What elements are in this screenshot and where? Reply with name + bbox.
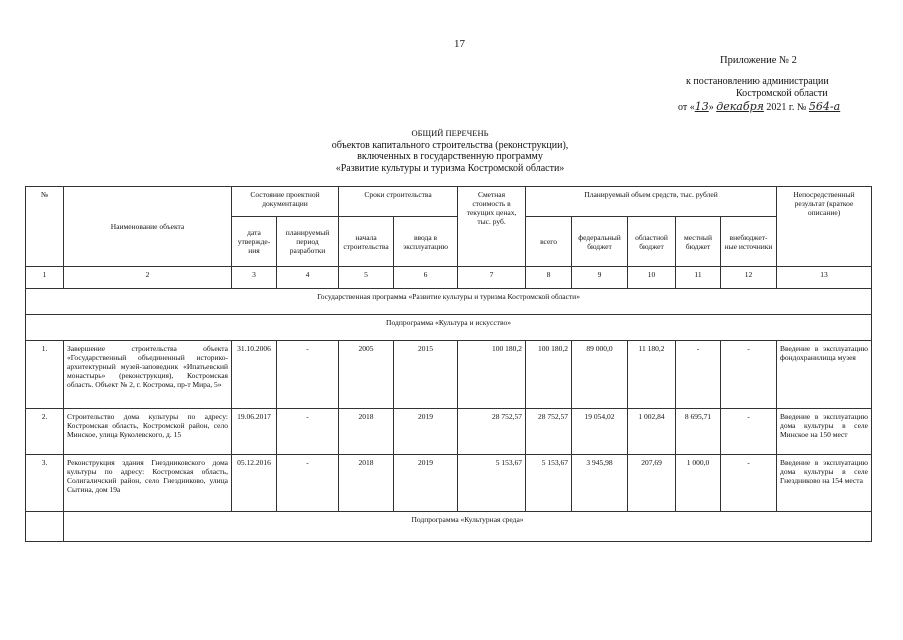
col-number: 3 <box>232 267 277 289</box>
handwritten-number: 564-а <box>808 100 841 113</box>
row-total: 28 752,57 <box>526 409 572 455</box>
row-local: - <box>676 341 721 409</box>
row-extra: - <box>721 341 777 409</box>
col-number: 4 <box>277 267 339 289</box>
title-line-4: «Развитие культуры и туризма Костромской области» <box>335 162 565 174</box>
row-federal: 19 054,02 <box>572 409 628 455</box>
row-start-year: 2018 <box>339 455 394 512</box>
objects-table <box>25 186 872 542</box>
col-number: 5 <box>339 267 394 289</box>
row-local: 1 000,0 <box>676 455 721 512</box>
col-number: 6 <box>394 267 458 289</box>
col-number: 10 <box>628 267 676 289</box>
col-number: 7 <box>458 267 526 289</box>
row-federal: 3 945,98 <box>572 455 628 512</box>
resolution-line-2: Костромской области <box>736 88 828 99</box>
header-docs: Состояние проектной документации <box>232 187 339 217</box>
program-heading: Государственная программа «Развитие культуры и туризма Костромской области» <box>26 289 872 315</box>
title-line-2: объектов капитального строительства (реконструкции), <box>331 139 569 151</box>
header-planned-period: планируемый период разработки <box>277 217 339 267</box>
header-regional: областной бюджет <box>628 217 676 267</box>
row-object-name: Реконструкция здания Гнездниковского дома культуры по адресу: Костромская область, Солигаличский район, село Гнездниково, улица Сытина, дом 19а <box>64 455 232 512</box>
handwritten-day: 13 <box>694 100 709 113</box>
row-result: Введение в эксплуатацию дома культуры в селе Гнездниково на 154 места <box>777 455 872 512</box>
col-number: 9 <box>572 267 628 289</box>
row-no: 2. <box>26 409 64 455</box>
empty-cell <box>26 512 64 542</box>
row-commission-year: 2015 <box>394 341 458 409</box>
header-terms: Сроки строительства <box>339 187 458 217</box>
row-regional: 207,69 <box>628 455 676 512</box>
year-part: 2021 г. № <box>766 102 807 113</box>
row-federal: 89 000,0 <box>572 341 628 409</box>
row-commission-year: 2019 <box>394 409 458 455</box>
table-row <box>26 455 872 512</box>
row-approval-date: 05.12.2016 <box>232 455 277 512</box>
col-number: 8 <box>526 267 572 289</box>
title-line-1: ОБЩИЙ ПЕРЕЧЕНЬ <box>411 128 489 138</box>
col-number: 1 <box>26 267 64 289</box>
header-federal: федеральный бюджет <box>572 217 628 267</box>
title-line-3: включенных в государственную программу <box>357 151 543 162</box>
header-start: начала строительства <box>339 217 394 267</box>
row-planned-period: - <box>277 409 339 455</box>
row-approval-date: 31.10.2006 <box>232 341 277 409</box>
row-planned-period: - <box>277 455 339 512</box>
header-total: всего <box>526 217 572 267</box>
row-object-name: Строительство дома культуры по адресу: Костромская область, Костромской район, село Минское, улица Куколевского, д. 15 <box>64 409 232 455</box>
subprogram-heading-culture-arts: Подпрограмма «Культура и искусство» <box>26 315 872 341</box>
row-object-name: Завершение строительства объекта «Государственный объединенный историко-архитектурный музей-заповедник «Ипатьевский монастырь» (реконструкция), Костромская область. Объект № 2, г. Кострома, пр-т Мира, 5» <box>64 341 232 409</box>
row-local: 8 695,71 <box>676 409 721 455</box>
header-approval-date: дата утвержде-ния <box>232 217 277 267</box>
row-estimated-cost: 28 752,57 <box>458 409 526 455</box>
header-no: № <box>26 187 64 267</box>
row-no: 1. <box>26 341 64 409</box>
header-name: Наименование объекта <box>64 187 232 267</box>
header-result: Непосредственный результат (краткое описание) <box>777 187 872 267</box>
row-estimated-cost: 5 153,67 <box>458 455 526 512</box>
subprogram-heading-cultural-environment: Подпрограмма «Культурная среда» <box>64 512 872 542</box>
header-planned: Планируемый объем средств, тыс. рублей <box>526 187 777 217</box>
header-extra: внебюджет-ные источники <box>721 217 777 267</box>
handwritten-month: декабря <box>716 100 764 113</box>
document-title <box>250 128 650 174</box>
col-number: 13 <box>777 267 872 289</box>
header-commission: ввода в эксплуатацию <box>394 217 458 267</box>
resolution-date-line <box>678 100 840 113</box>
row-extra: - <box>721 409 777 455</box>
row-total: 100 180,2 <box>526 341 572 409</box>
row-result: Введение в эксплуатацию дома культуры в селе Минское на 150 мест <box>777 409 872 455</box>
table-row <box>26 409 872 455</box>
page-number: 17 <box>454 38 465 50</box>
row-result: Введение в эксплуатацию фондохранилища музея <box>777 341 872 409</box>
col-number: 11 <box>676 267 721 289</box>
row-no: 3. <box>26 455 64 512</box>
header-estimated: Сметная стоимость в текущих ценах, тыс. руб. <box>458 187 526 267</box>
appendix-label: Приложение № 2 <box>720 55 797 66</box>
date-mid: » <box>708 102 714 113</box>
col-number: 12 <box>721 267 777 289</box>
date-prefix: от « <box>678 102 695 113</box>
header-local: местный бюджет <box>676 217 721 267</box>
row-regional: 11 180,2 <box>628 341 676 409</box>
row-total: 5 153,67 <box>526 455 572 512</box>
col-number: 2 <box>64 267 232 289</box>
row-planned-period: - <box>277 341 339 409</box>
row-extra: - <box>721 455 777 512</box>
row-commission-year: 2019 <box>394 455 458 512</box>
row-approval-date: 19.06.2017 <box>232 409 277 455</box>
resolution-line-1: к постановлению администрации <box>686 76 829 87</box>
row-estimated-cost: 100 180,2 <box>458 341 526 409</box>
row-start-year: 2018 <box>339 409 394 455</box>
row-regional: 1 002,84 <box>628 409 676 455</box>
table-row <box>26 341 872 409</box>
row-start-year: 2005 <box>339 341 394 409</box>
